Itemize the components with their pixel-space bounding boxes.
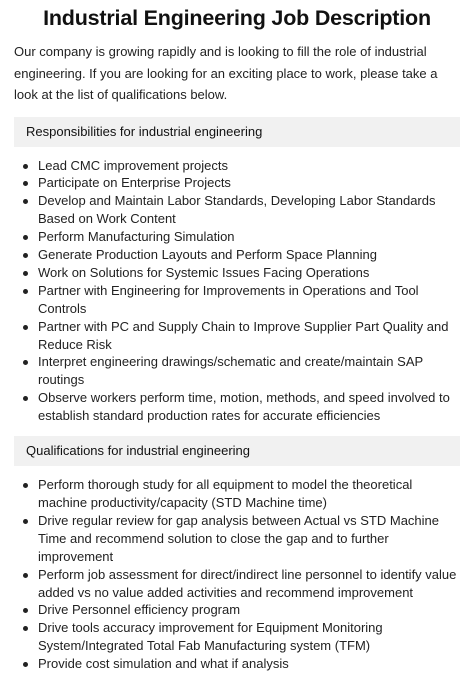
- list-item-text: Perform thorough study for all equipment to model the theoretical machine productivity/capacity (STD Machine time): [38, 477, 413, 510]
- bullet-icon: [23, 626, 28, 631]
- list-item-text: Perform job assessment for direct/indirect line personnel to identify value added vs no value added activities and recommend improvement: [38, 566, 457, 600]
- list-item: [38, 566, 460, 602]
- list-item: [38, 619, 460, 655]
- list-item: [38, 318, 460, 354]
- responsibilities-list: [14, 157, 460, 426]
- bullet-icon: [23, 396, 28, 401]
- list-item-text: Partner with PC and Supply Chain to Improve Supplier Part Quality and Reduce Risk: [38, 318, 449, 352]
- list-item-text: Lead CMC improvement projects: [38, 157, 229, 173]
- list-item-text: Partner with Engineering for Improvements in Operations and Tool Controls: [38, 282, 419, 316]
- list-item: [38, 389, 460, 425]
- responsibilities-heading: Responsibilities for industrial engineering: [14, 117, 460, 147]
- qualifications-list: [14, 476, 460, 673]
- list-item-text: Interpret engineering drawings/schematic and create/maintain SAP routings: [38, 354, 423, 388]
- bullet-icon: [23, 199, 28, 204]
- list-item-text: Drive regular review for gap analysis between Actual vs STD Machine Time and recommend solution to close the gap and to further improvement: [38, 512, 440, 564]
- qualifications-heading: Qualifications for industrial engineering: [14, 436, 460, 466]
- list-item: [38, 228, 460, 246]
- bullet-icon: [23, 608, 28, 613]
- list-item: [38, 192, 460, 228]
- list-item: [38, 264, 460, 282]
- list-item: [38, 246, 460, 264]
- list-item: [38, 157, 460, 175]
- list-item: [38, 353, 460, 389]
- bullet-icon: [23, 164, 28, 169]
- intro-paragraph: Our company is growing rapidly and is looking to fill the role of industrial engineering. If you are looking for an exciting place to work, please take a look at the list of qualifications below.: [14, 44, 438, 102]
- list-item: [38, 174, 460, 192]
- list-item-text: Develop and Maintain Labor Standards, Developing Labor Standards Based on Work Content: [38, 193, 436, 227]
- bullet-icon: [23, 325, 28, 330]
- list-item: [38, 655, 460, 673]
- bullet-icon: [23, 483, 28, 488]
- bullet-icon: [23, 573, 28, 578]
- list-item: [38, 601, 460, 619]
- list-item-text: Participate on Enterprise Projects: [38, 175, 231, 191]
- list-item-text: Perform Manufacturing Simulation: [38, 229, 235, 245]
- bullet-icon: [23, 360, 28, 365]
- page-title: Industrial Engineering Job Description: [43, 6, 431, 30]
- bullet-icon: [23, 519, 28, 524]
- list-item: [38, 282, 460, 318]
- list-item-text: Drive Personnel efficiency program: [38, 602, 241, 618]
- bullet-icon: [23, 181, 28, 186]
- list-item-text: Provide cost simulation and what if analysis: [38, 656, 289, 672]
- list-item-text: Generate Production Layouts and Perform Space Planning: [38, 247, 377, 263]
- list-item-text: Drive tools accuracy improvement for Equipment Monitoring System/Integrated Total Fab Manufacturing system (TFM): [38, 620, 383, 654]
- bullet-icon: [23, 235, 28, 240]
- bullet-icon: [23, 271, 28, 276]
- list-item: [38, 476, 460, 512]
- bullet-icon: [23, 289, 28, 294]
- bullet-icon: [23, 662, 28, 667]
- list-item-text: Observe workers perform time, motion, methods, and speed involved to establish standard production rates for accurate efficiencies: [38, 390, 450, 424]
- bullet-icon: [23, 253, 28, 258]
- list-item-text: Work on Solutions for Systemic Issues Facing Operations: [38, 264, 370, 280]
- list-item: [38, 512, 460, 566]
